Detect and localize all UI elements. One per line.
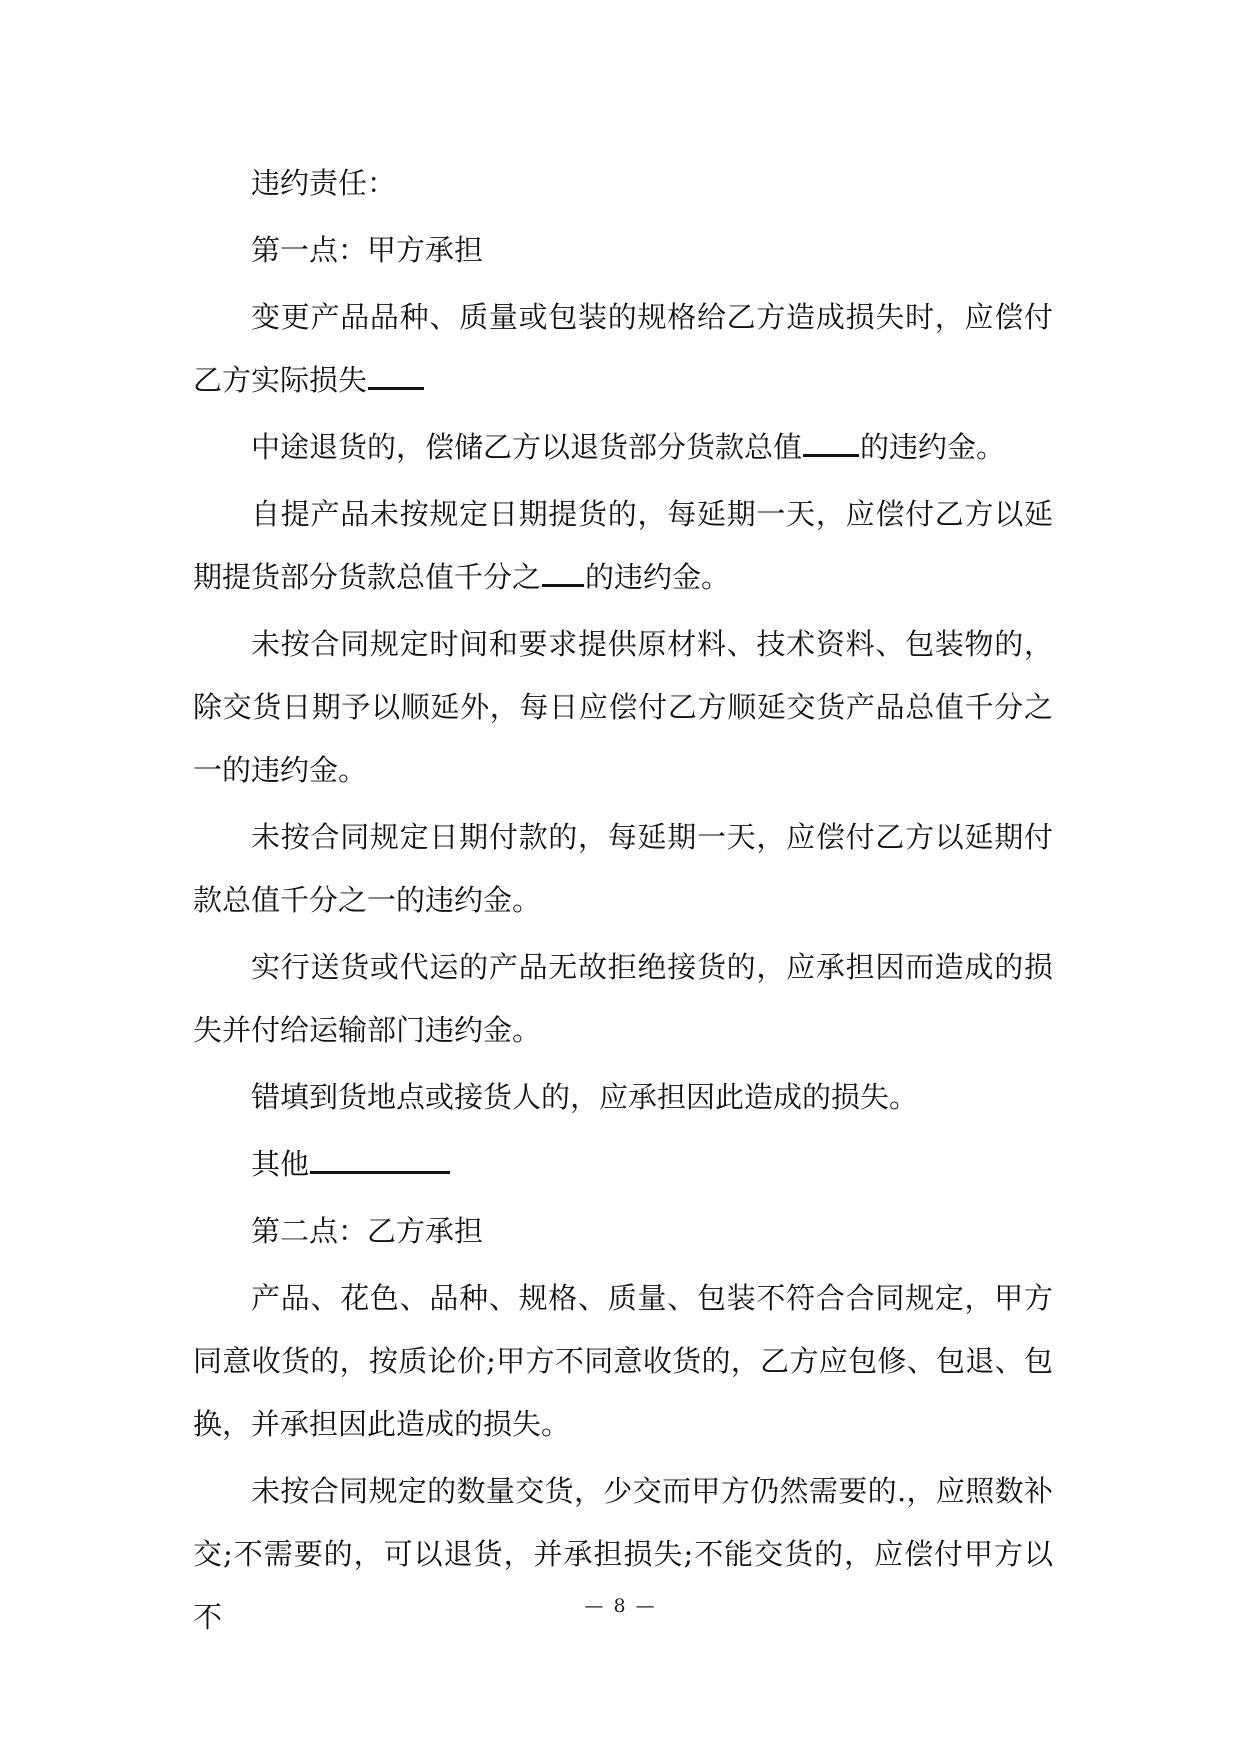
fill-in-blank bbox=[542, 560, 584, 587]
paragraph-quantity-shortfall: 未按合同规定的数量交货，少交而甲方仍然需要的.，应照数补交;不需要的，可以退货，并承担损失;不能交货的，应偿付甲方以不 bbox=[193, 1474, 1053, 1634]
paragraph-breach-liability-heading: 违约责任： bbox=[251, 166, 397, 200]
paragraph-party-b-heading: 第二点：乙方承担 bbox=[251, 1214, 484, 1248]
document-body bbox=[193, 152, 1053, 1653]
fill-in-blank bbox=[368, 363, 424, 390]
paragraph-other: 其他 bbox=[193, 1133, 1053, 1196]
paragraph-self-pickup: 自提产品未按规定日期提货的，每延期一天，应偿付乙方以延期提货部分货款总值千分之 的违约金。 bbox=[193, 497, 1053, 594]
paragraph-midway-return: 中途退货的，偿储乙方以退货部分货款总值 的违约金。 bbox=[251, 430, 1006, 464]
fill-in-blank bbox=[803, 430, 859, 457]
paragraph-party-a-heading: 第一点：甲方承担 bbox=[251, 233, 484, 267]
page-number: — 8 — bbox=[584, 1595, 657, 1617]
paragraph-materials: 未按合同规定时间和要求提供原材料、技术资料、包装物的，除交货日期予以顺延外，每日应偿付乙方顺延交货产品总值千分之一的违约金。 bbox=[193, 627, 1053, 787]
paragraph-wrong-address: 错填到货地点或接货人的，应承担因此造成的损失。 bbox=[251, 1080, 919, 1114]
paragraph-refuse-delivery: 实行送货或代运的产品无故拒绝接货的，应承担因而造成的损失并付给运输部门违约金。 bbox=[193, 950, 1053, 1047]
paragraph-change-spec: 变更产品品种、质量或包装的规格给乙方造成损失时，应偿付乙方实际损失 bbox=[193, 300, 1053, 397]
fill-in-blank bbox=[310, 1147, 450, 1174]
paragraph-nonconforming-goods: 产品、花色、品种、规格、质量、包装不符合合同规定，甲方同意收货的，按质论价;甲方不同意收货的，乙方应包修、包退、包换，并承担因此造成的损失。 bbox=[193, 1281, 1053, 1441]
paragraph-late-payment: 未按合同规定日期付款的，每延期一天，应偿付乙方以延期付款总值千分之一的违约金。 bbox=[193, 820, 1053, 917]
